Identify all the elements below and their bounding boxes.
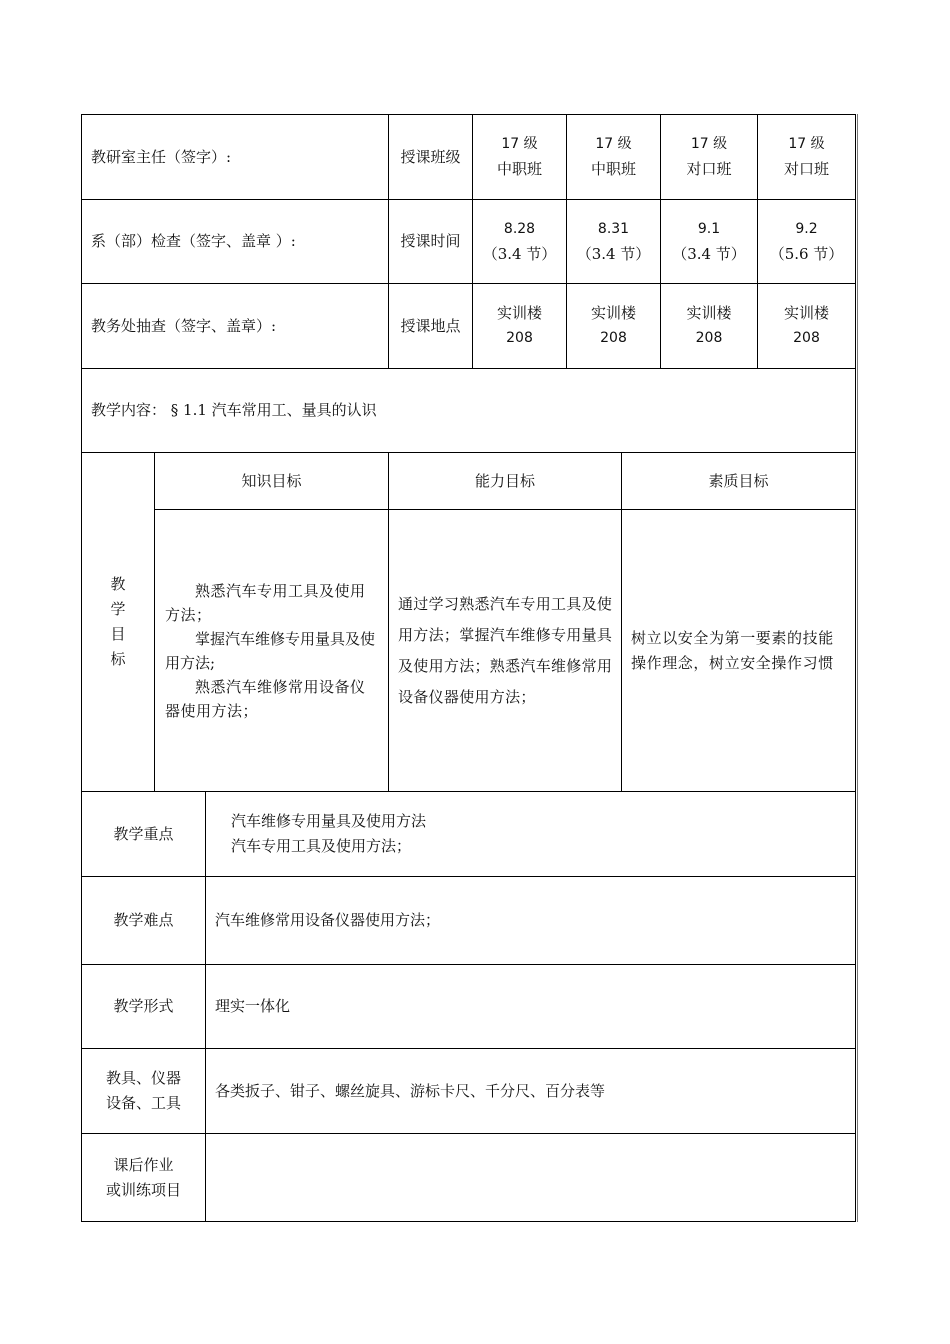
quality-objective-text: 树立以安全为第一要素的技能操作理念，树立安全操作习惯 bbox=[631, 628, 834, 672]
time-cell: 8.28 （3.4 节） bbox=[482, 220, 557, 263]
location-label: 授课地点 bbox=[400, 316, 461, 335]
knowledge-objective-text: 熟悉汽车专用工具及使用方法； 掌握汽车维修专用量具及使用方法; 熟悉汽车维修常用设备仪器使用方法； bbox=[165, 581, 376, 720]
location-cell: 实训楼 208 bbox=[686, 304, 732, 346]
quality-objective-header: 素质目标 bbox=[708, 471, 769, 490]
homework-label: 课后作业 或训练项目 bbox=[105, 1155, 181, 1199]
location-cell: 实训楼 208 bbox=[783, 304, 829, 346]
department-check-label: 系（部）检查（签字、盖章 ）: bbox=[91, 232, 296, 250]
time-cell: 9.2 （5.6 节） bbox=[769, 220, 844, 263]
ability-objective-header: 能力目标 bbox=[474, 471, 535, 490]
location-cell: 实训楼 208 bbox=[590, 304, 636, 346]
class-cell: 17 级 中职班 bbox=[590, 136, 636, 178]
time-cell: 9.1 （3.4 节） bbox=[672, 220, 746, 263]
class-label: 授课班级 bbox=[400, 147, 461, 166]
key-points-value: 汽车维修专用量具及使用方法 汽车专用工具及使用方法； bbox=[231, 812, 427, 855]
academic-office-check-label: 教务处抽查（签字、盖章）: bbox=[91, 316, 277, 335]
difficulties-label: 教学难点 bbox=[113, 911, 174, 929]
knowledge-objective-header: 知识目标 bbox=[241, 471, 302, 490]
location-cell: 实训楼 208 bbox=[496, 304, 542, 346]
equipment-value: 各类扳子、钳子、螺丝旋具、游标卡尺、千分尺、百分表等 bbox=[215, 1081, 606, 1100]
class-cell: 17 级 对口班 bbox=[783, 136, 829, 178]
time-label: 授课时间 bbox=[400, 232, 461, 250]
class-cell: 17 级 对口班 bbox=[686, 136, 732, 178]
teaching-form-label: 教学形式 bbox=[113, 997, 174, 1015]
difficulties-value: 汽车维修常用设备仪器使用方法； bbox=[215, 911, 441, 929]
head-teacher-signature-label: 教研室主任（签字）: bbox=[91, 147, 232, 166]
homework-value bbox=[206, 1134, 855, 1221]
key-points-label: 教学重点 bbox=[113, 824, 174, 843]
class-cell: 17 级 中职班 bbox=[496, 136, 542, 178]
time-cell: 8.31 （3.4 节） bbox=[576, 220, 651, 263]
ability-objective-text: 通过学习熟悉汽车专用工具及使用方法；掌握汽车维修专用量具及使用方法；熟悉汽车维修常用设备仪器使用方法； bbox=[398, 594, 613, 706]
equipment-label: 教具、仪器 设备、工具 bbox=[105, 1069, 181, 1112]
teaching-form-value: 理实一体化 bbox=[215, 997, 291, 1015]
objectives-side-label: 教 学 目 标 bbox=[110, 575, 126, 668]
teaching-content: 教学内容： § 1.1 汽车常用工、量具的认识 bbox=[91, 401, 377, 419]
